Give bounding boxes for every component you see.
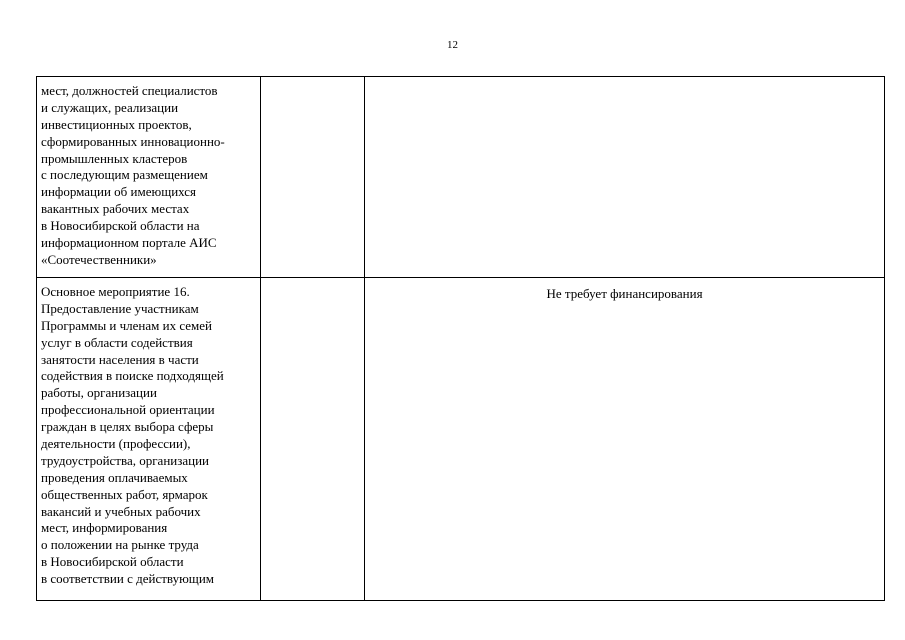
measures-table xyxy=(36,76,885,601)
financing-cell xyxy=(365,77,885,278)
description-line: о положении на рынке труда xyxy=(41,537,199,553)
description-line: вакантных рабочих местах xyxy=(41,201,190,217)
description-line: деятельности (профессии), xyxy=(41,436,191,452)
description-line: мест, должностей специалистов xyxy=(41,83,218,98)
table-row xyxy=(37,278,885,601)
description-line: с последующим размещением xyxy=(41,167,208,183)
description-line: Программы и членам их семей xyxy=(41,317,212,333)
description-line: в Новосибирской области на xyxy=(41,218,200,234)
description-line: профессиональной ориентации xyxy=(41,402,215,418)
description-line: и служащих, реализации xyxy=(41,99,179,115)
description-line: проведения оплачиваемых xyxy=(41,469,188,485)
description-line: промышленных кластеров xyxy=(41,150,188,166)
description-line: Основное мероприятие 16. xyxy=(41,284,190,299)
description-line: работы, организации xyxy=(41,385,157,401)
description-line: общественных работ, ярмарок xyxy=(41,486,208,502)
measure-description-cell xyxy=(37,278,261,601)
measure-description-cell xyxy=(37,77,261,278)
description-line: сформированных инновационно- xyxy=(41,133,225,149)
description-line: вакансий и учебных рабочих xyxy=(41,503,201,519)
financing-note: Не требует финансирования xyxy=(546,286,703,301)
description-line: в соответствии с действующим xyxy=(41,571,215,587)
description-line: информационном портале АИС xyxy=(41,235,217,251)
description-line: содействия в поиске подходящей xyxy=(41,368,224,384)
description-line: мест, информирования xyxy=(41,520,168,536)
description-line: «Соотечественники» xyxy=(41,251,157,267)
empty-cell xyxy=(261,278,365,601)
description-line: в Новосибирской области xyxy=(41,554,184,570)
description-line: услуг в области содействия xyxy=(41,334,193,350)
description-line: граждан в целях выбора сферы xyxy=(41,419,214,435)
table-row xyxy=(37,77,885,278)
description-line: трудоустройства, организации xyxy=(41,452,210,468)
page-number: 12 xyxy=(447,39,458,51)
description-line: занятости населения в части xyxy=(41,351,199,367)
description-line: информации об имеющихся xyxy=(41,184,197,200)
description-line: Предоставление участникам xyxy=(41,300,199,316)
financing-cell xyxy=(365,278,885,601)
description-line: инвестиционных проектов, xyxy=(41,116,192,132)
empty-cell xyxy=(261,77,365,278)
